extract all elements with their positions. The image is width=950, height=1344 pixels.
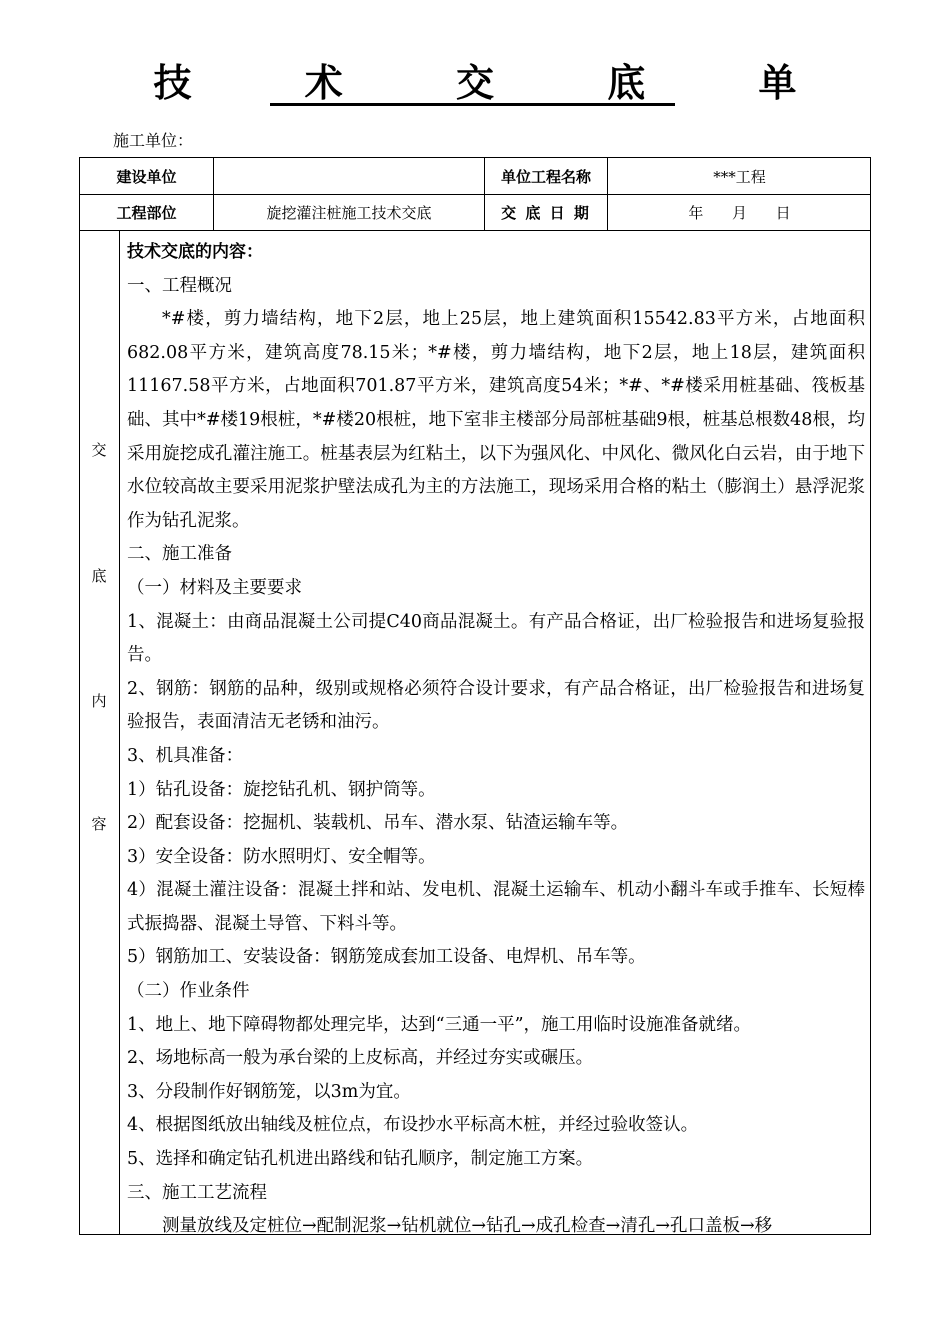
equipment-rebar: 5）钢筋加工、安装设备：钢筋笼成套加工设备、电焊机、吊车等。 — [127, 947, 646, 968]
condition-4: 4、根据图纸放出轴线及桩位点，布设抄水平标高木桩，并经过验收签认。 — [127, 1115, 699, 1136]
part-label: 工程部位 — [116, 204, 177, 222]
equipment-title: 3、机具准备： — [127, 745, 244, 766]
equipment-support: 2）配套设备：挖掘机、装载机、吊车、潜水泵、钻渣运输车等。 — [127, 813, 629, 834]
equipment-drilling: 1）钻孔设备：旋挖钻孔机、钢护筒等。 — [127, 779, 436, 800]
construction-unit-label: 施工单位： — [113, 131, 194, 150]
project-name-label: 单位工程名称 — [500, 167, 591, 186]
owner-value — [214, 158, 484, 194]
condition-1: 1、地上、地下障碍物都处理完毕，达到“三通一平”，施工用临时设施准备就绪。 — [127, 1014, 752, 1035]
equipment-safety: 3）安全设备：防水照明灯、安全帽等。 — [127, 846, 436, 867]
date-label: 交 底 日 期 — [501, 204, 591, 222]
side-label-char-2: 底 — [91, 567, 107, 585]
title-underline — [270, 103, 675, 106]
date-value: 年 月 日 — [688, 204, 791, 222]
condition-2: 2、场地标高一般为承台梁的上皮标高，并经过夯实或碾压。 — [127, 1048, 594, 1069]
side-label-char-4: 容 — [91, 815, 107, 833]
side-label-char-1: 交 — [91, 441, 107, 459]
section-1-title: 一、工程概况 — [127, 275, 232, 296]
owner-label: 建设单位 — [116, 167, 177, 186]
side-column-divider — [119, 230, 120, 1235]
material-rebar: 2、钢筋：钢筋的品种，级别或规格必须符合设计要求，有产品合格证，出厂检验报告和进场复验报告，表面清洁无老锈和油污。 — [127, 678, 865, 733]
row-divider-2 — [79, 230, 871, 231]
section-2-title: 二、施工准备 — [127, 544, 232, 565]
disclosure-content — [127, 236, 867, 1244]
project-overview: *#楼，剪力墙结构，地下2层，地上25层，地上建筑面积15542.83平方米，占地面积682.08平方米，建筑高度78.15米；*#楼，剪力墙结构，地下2层，地上18层，建筑面积11167.58平方米，占地面积701.87平方米，建筑高度54米；*#、*#楼采用桩基础、筏板基础、其中*#楼19根桩，*#楼20根桩，地下室非主楼部分局部桩基础9根，桩基总根数48根，均采用旋挖成孔灌注施工。桩基表层为红粘土，以下为强风化、中风化、微风化白云岩，由于地下水位较高故主要采用泥浆护壁法成孔为主的方法施工，现场采用合格的粘土（膨润土）悬浮泥浆作为钻孔泥浆。 — [127, 309, 865, 531]
subsection-materials-title: （一）材料及主要要求 — [127, 577, 302, 598]
content-heading: 技术交底的内容： — [127, 242, 263, 262]
equipment-concrete-pouring: 4）混凝土灌注设备：混凝土拌和站、发电机、混凝土运输车、机动小翻斗车或手推车、长短棒式振捣器、混凝土导管、下料斗等。 — [127, 880, 865, 934]
part-value: 旋挖灌注桩施工技术交底 — [266, 204, 432, 222]
document-title: 技 术 交 底 单 — [153, 61, 847, 105]
condition-3: 3、分段制作好钢筋笼，以3m为宜。 — [127, 1081, 411, 1102]
subsection-conditions-title: （二）作业条件 — [127, 981, 250, 1002]
side-label-char-3: 内 — [91, 692, 107, 710]
condition-5: 5、选择和确定钻孔机进出路线和钻孔顺序，制定施工方案。 — [127, 1149, 594, 1170]
project-name-value: ***工程 — [713, 167, 766, 186]
material-concrete: 1、混凝土：由商品混凝土公司提C40商品混凝土。有产品合格证，出厂检验报告和进场复验报告。 — [127, 611, 865, 666]
section-3-title: 三、施工工艺流程 — [127, 1182, 267, 1203]
process-flow: 测量放线及定桩位→配制泥浆→钻机就位→钻孔→成孔检查→清孔→孔口盖板→移 — [162, 1216, 773, 1237]
